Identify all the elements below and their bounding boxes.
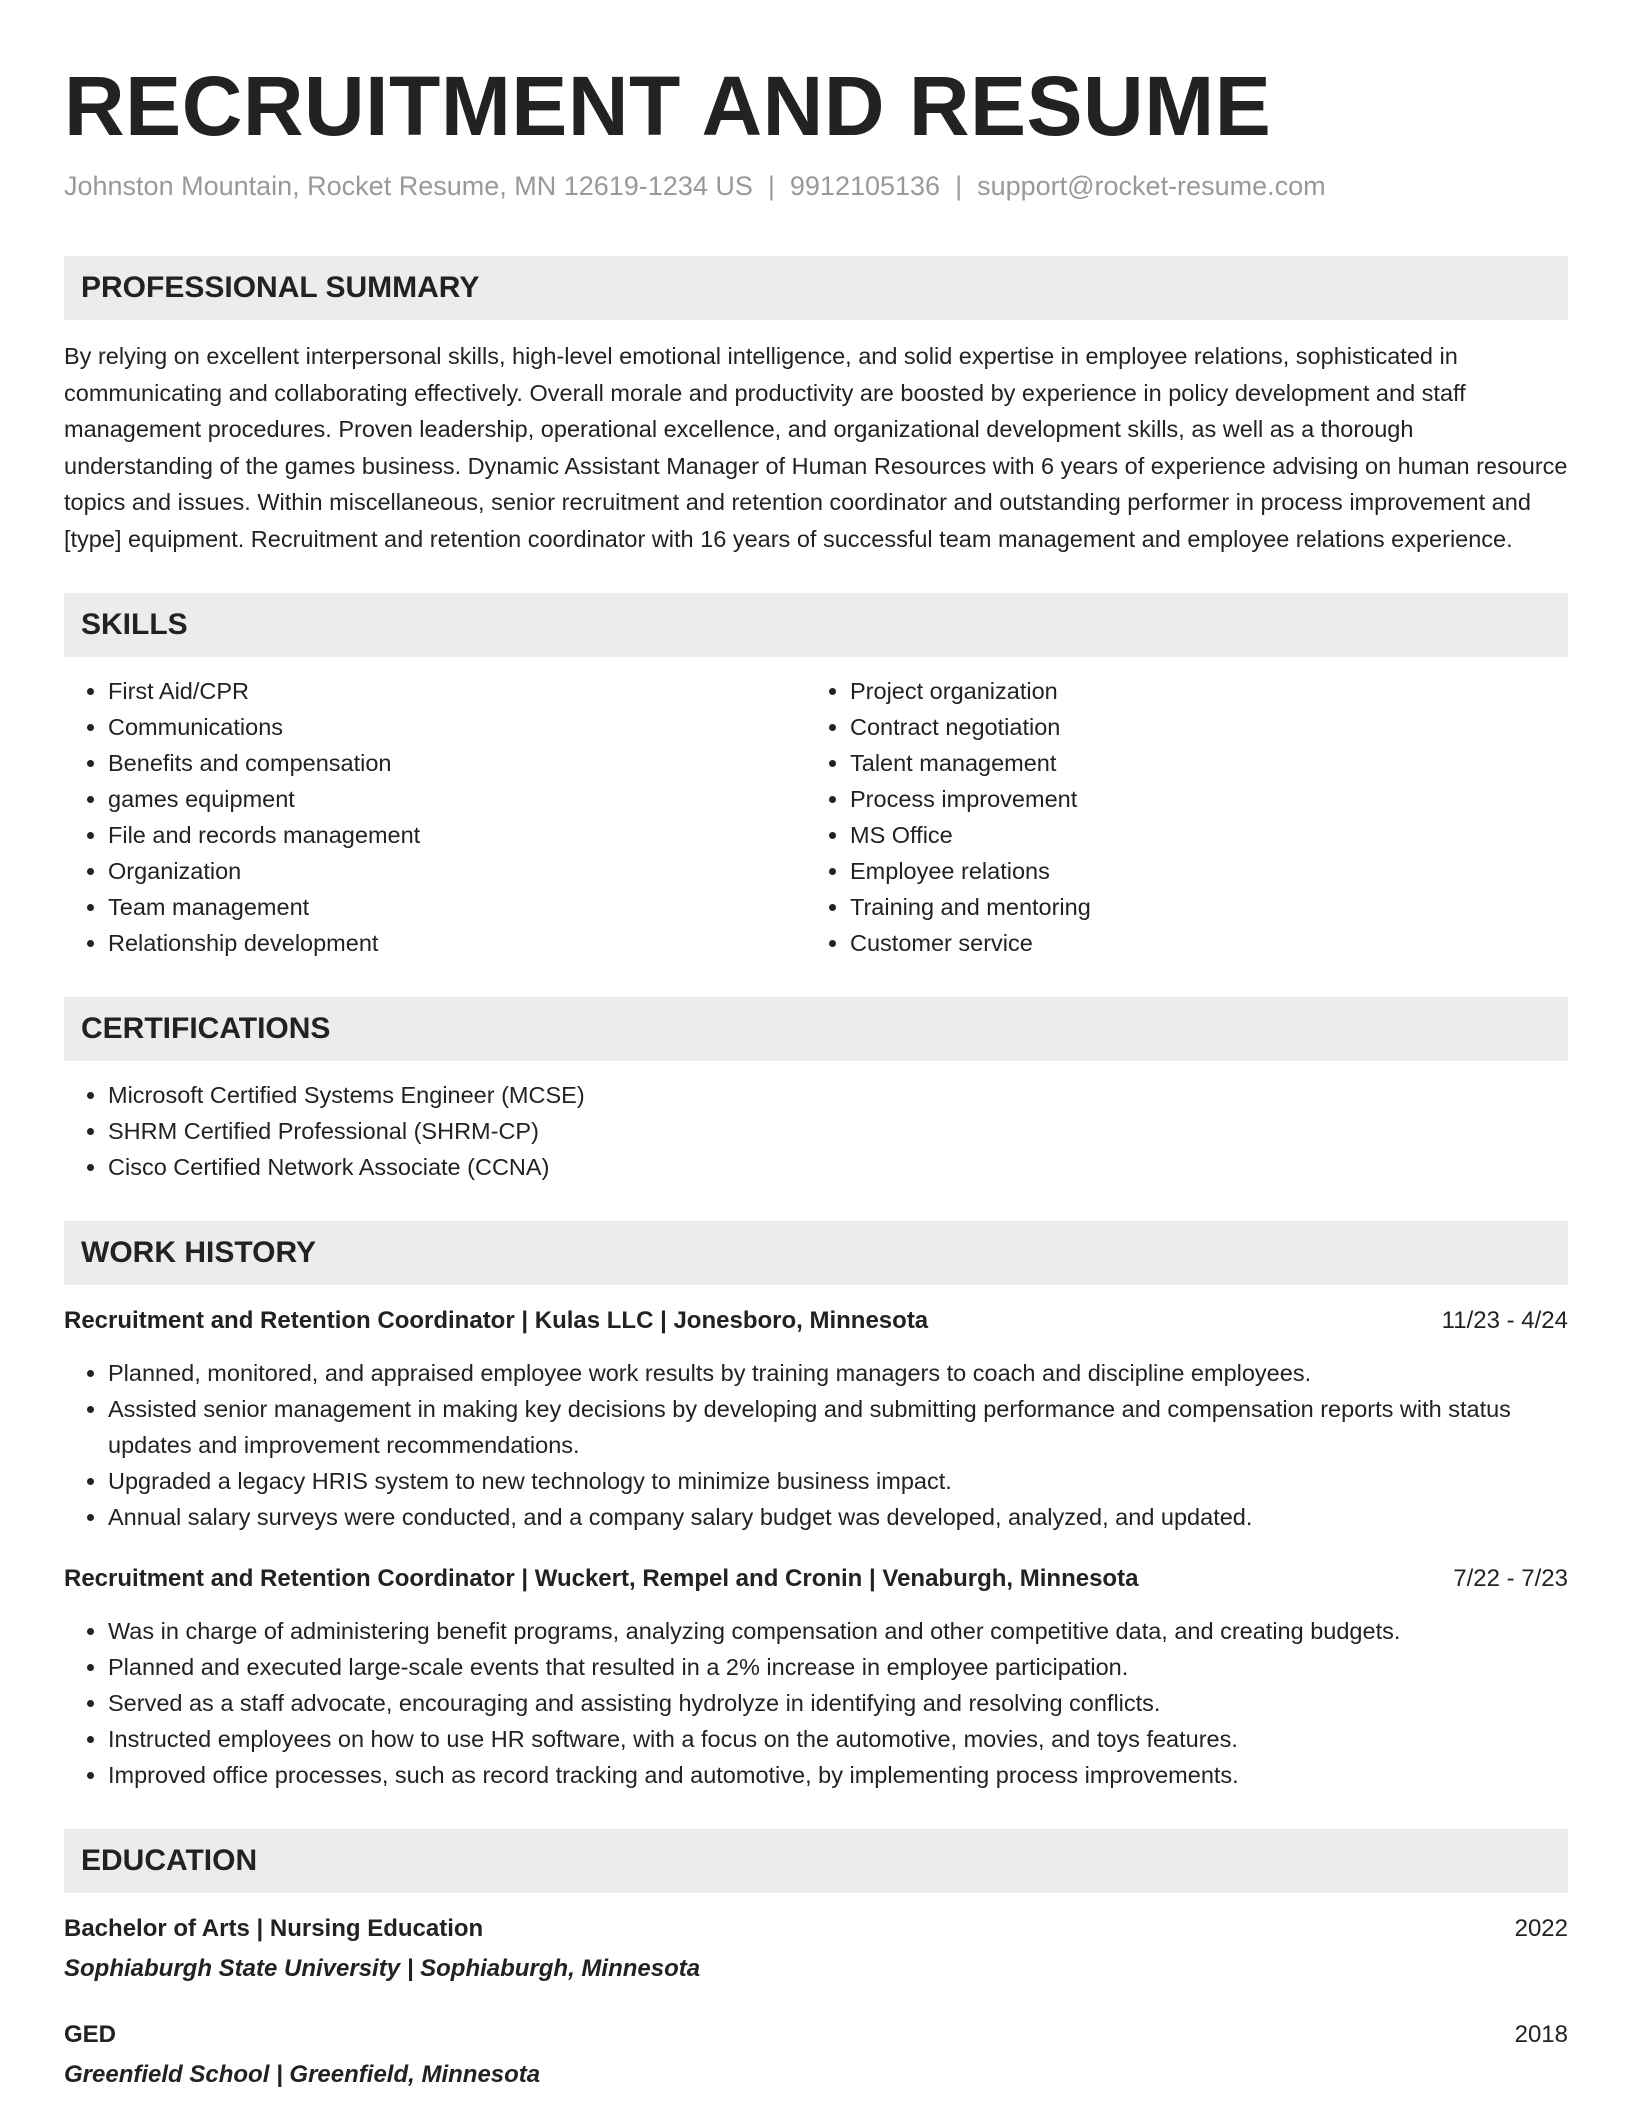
job-bullet: • Assisted senior management in making key decisions by developing and submitting performance and compensation reports with status updates and improvement recommendations. (108, 1391, 1568, 1463)
job-heading (64, 1303, 1568, 1339)
contact-separator: | (767, 171, 775, 201)
skills-list (64, 673, 1568, 961)
summary-heading: PROFESSIONAL SUMMARY (64, 256, 1568, 320)
education-entry-heading (64, 1911, 1568, 1947)
job-bullet: • Improved office processes, such as record tracking and automotive, by implementing process improvements. (108, 1757, 1568, 1793)
certification-item: • Cisco Certified Network Associate (CCNA) (108, 1149, 1568, 1185)
skill-item: • File and records management (108, 817, 806, 853)
contact-phone: 9912105136 (789, 171, 941, 201)
education-entry-heading (64, 2017, 1568, 2053)
skill-item: • MS Office (850, 817, 1548, 853)
skill-item: • Customer service (850, 925, 1548, 961)
job-bullet: • Served as a staff advocate, encouraging and assisting hydrolyze in identifying and resolving conflicts. (108, 1685, 1568, 1721)
skill-item: • First Aid/CPR (108, 673, 806, 709)
skill-item: • Training and mentoring (850, 889, 1548, 925)
job-responsibilities (64, 1355, 1568, 1535)
education-degree: GED (64, 2021, 117, 2048)
certifications-heading: CERTIFICATIONS (64, 997, 1568, 1061)
education-year: 2022 (1514, 1915, 1568, 1942)
skill-item: • Project organization (850, 673, 1548, 709)
skills-column-left (64, 673, 806, 961)
job-bullet: • Planned and executed large-scale events that resulted in a 2% increase in employee participation. (108, 1649, 1568, 1685)
contact-address: Johnston Mountain, Rocket Resume, MN 12619-1234 US (64, 171, 753, 201)
summary-text: By relying on excellent interpersonal skills, high-level emotional intelligence, and solid expertise in employee relations, sophisticated in communicating and collaborating effectively. Overall morale and productivity are boosted by experience in policy development and staff management procedures. Proven leadership, operational excellence, and organizational development skills, as well as a thorough understanding of the games business. Dynamic Assistant Manager of Human Resources with 6 years of experience advising on human resource topics and issues. Within miscellaneous, senior recruitment and retention coordinator and outstanding performer in process improvement and [type] equipment. Recruitment and retention coordinator with 16 years of successful team management and employee relations experience. (64, 343, 1568, 552)
job-bullet: • Annual salary surveys were conducted, and a company salary budget was developed, analyzed, and updated. (108, 1499, 1568, 1535)
skill-item: • Contract negotiation (850, 709, 1548, 745)
contact-line (64, 168, 1568, 204)
contact-email: support@rocket-resume.com (977, 171, 1326, 201)
job-title: Recruitment and Retention Coordinator | Kulas LLC | Jonesboro, Minnesota (64, 1307, 929, 1334)
job-responsibilities (64, 1613, 1568, 1793)
skills-column-right (806, 673, 1548, 961)
job-bullet: • Was in charge of administering benefit programs, analyzing compensation and other competitive data, and creating budgets. (108, 1613, 1568, 1649)
education-degree: Bachelor of Arts | Nursing Education (64, 1915, 484, 1942)
skill-item: • games equipment (108, 781, 806, 817)
certification-item: • Microsoft Certified Systems Engineer (MCSE) (108, 1077, 1568, 1113)
skill-item: • Talent management (850, 745, 1548, 781)
job-title: Recruitment and Retention Coordinator | Wuckert, Rempel and Cronin | Venaburgh, Minnesota (64, 1565, 1139, 1592)
job-bullet: • Instructed employees on how to use HR software, with a focus on the automotive, movies, and toys features. (108, 1721, 1568, 1757)
job-dates: 11/23 - 4/24 (1441, 1307, 1568, 1334)
education-year: 2018 (1514, 2021, 1568, 2048)
job-bullet: • Planned, monitored, and appraised employee work results by training managers to coach and discipline employees. (108, 1355, 1568, 1391)
contact-separator: | (955, 171, 963, 201)
skill-item: • Process improvement (850, 781, 1548, 817)
education-school: Sophiaburgh State University | Sophiaburgh, Minnesota (64, 1955, 701, 1982)
skill-item: • Organization (108, 853, 806, 889)
certification-item: • SHRM Certified Professional (SHRM-CP) (108, 1113, 1568, 1149)
resume-name: RECRUITMENT AND RESUME (64, 59, 1272, 153)
skills-heading: SKILLS (64, 593, 1568, 657)
certifications-list (64, 1077, 1568, 1185)
job-heading (64, 1561, 1568, 1597)
skill-item: • Employee relations (850, 853, 1548, 889)
education-school: Greenfield School | Greenfield, Minnesota (64, 2061, 541, 2088)
education-heading: EDUCATION (64, 1829, 1568, 1893)
work-history-heading: WORK HISTORY (64, 1221, 1568, 1285)
skill-item: • Team management (108, 889, 806, 925)
skill-item: • Benefits and compensation (108, 745, 806, 781)
job-dates: 7/22 - 7/23 (1453, 1565, 1568, 1592)
skill-item: • Communications (108, 709, 806, 745)
skill-item: • Relationship development (108, 925, 806, 961)
job-bullet: • Upgraded a legacy HRIS system to new technology to minimize business impact. (108, 1463, 1568, 1499)
